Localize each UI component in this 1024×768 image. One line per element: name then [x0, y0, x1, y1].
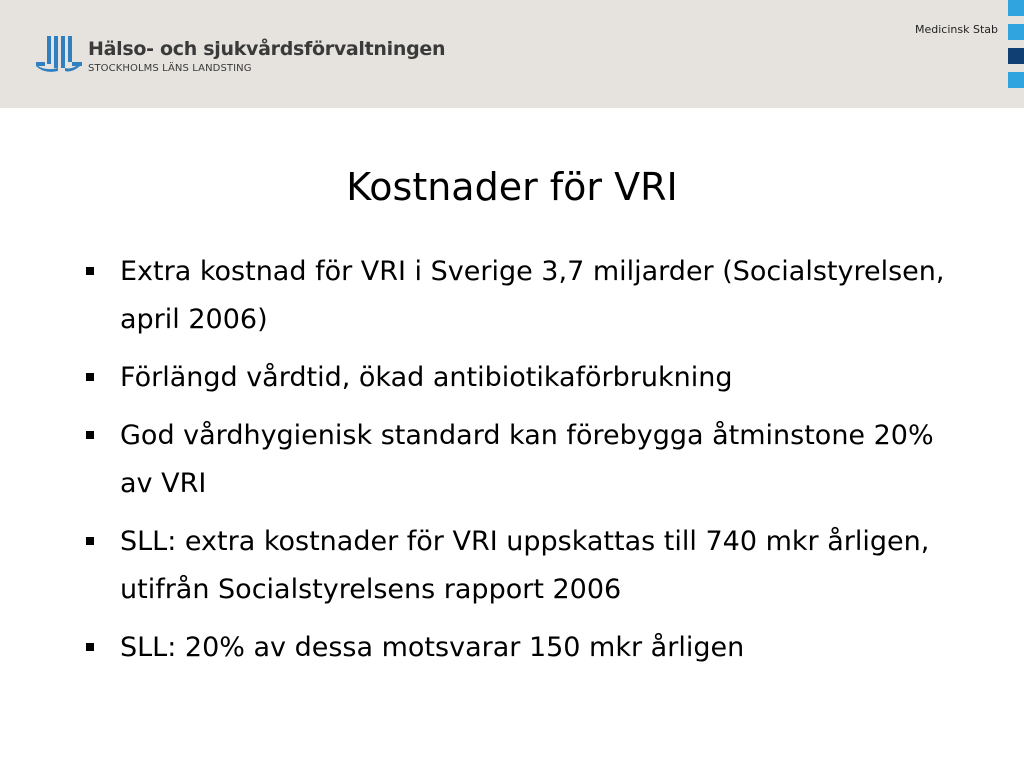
bullet-square-icon [86, 643, 94, 651]
bullet-square-icon [86, 537, 94, 545]
bullet-item [80, 248, 960, 344]
slide-title: Kostnader för VRI [346, 165, 678, 209]
jll-logo-mark-icon [36, 36, 82, 74]
organization-name: Hälso- och sjukvårdsförvaltningen [88, 38, 446, 60]
bullet-text: SLL: extra kostnader för VRI uppskattas till 740 mkr årligen, utifrån Socialstyrelsens rapport 2006 [120, 526, 930, 605]
corner-squares [1007, 0, 1024, 108]
bullet-square-icon [86, 373, 94, 381]
corner-square [1008, 72, 1024, 88]
bullet-text: SLL: 20% av dessa motsvarar 150 mkr årligen [120, 632, 745, 663]
bullet-text: Extra kostnad för VRI i Sverige 3,7 miljarder (Socialstyrelsen, april 2006) [120, 256, 945, 335]
corner-square [1008, 48, 1024, 64]
bullet-text: God vårdhygienisk standard kan förebygga åtminstone 20% av VRI [120, 420, 934, 499]
corner-square [1008, 0, 1024, 16]
bullet-text: Förlängd vårdtid, ökad antibiotikaförbrukning [120, 362, 733, 393]
department-label: Medicinsk Stab [915, 23, 998, 36]
bullet-item [80, 354, 960, 402]
organization-subtitle: STOCKHOLMS LÄNS LANDSTING [88, 63, 252, 74]
bullet-square-icon [86, 267, 94, 275]
bullet-square-icon [86, 431, 94, 439]
bullet-item [80, 624, 960, 672]
bullet-item [80, 412, 960, 508]
bullet-list [80, 248, 960, 682]
bullet-item [80, 518, 960, 614]
header-band [0, 0, 1024, 108]
corner-square [1008, 24, 1024, 40]
organization-logo [36, 36, 456, 80]
